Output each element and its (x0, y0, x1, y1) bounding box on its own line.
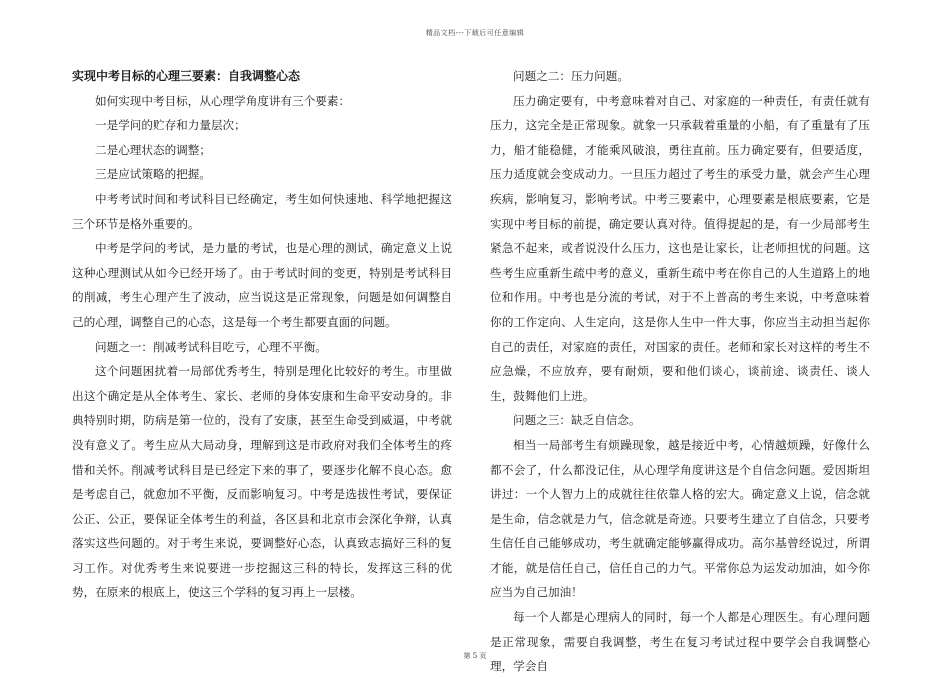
paragraph: 如何实现中考目标，从心理学角度讲有三个要素： (95, 93, 351, 108)
paragraph: 中考是学问的考试，是力量的考试，也是心理的测试，确定意义上说这种心理测试从如今已经开场了。由于考试时间的变更，特别是考试科目的削减，考生心理产生了波动，应当说这是正常现象，问题是如何调整自己的心理，调整自己的心态，这是每一个考生都要直面的问题。 (72, 241, 452, 329)
paragraph: 中考考试时间和考试科目已经确定，考生如何快速地、科学地把握这三个环节是格外重要的。 (72, 191, 452, 231)
left-column (72, 64, 452, 605)
paragraph: 这个问题困扰着一局部优秀考生，特别是理化比较好的考生。市里做出这个确定是从全体考生、家长、老师的身体安康和生命平安动身的。非典特别时期，防病是第一位的，没有了安康，甚至生命受到威逼，中考就没有意义了。考生应从大局动身，理解到这是市政府对我们全体考生的疼惜和关怀。削减考试科目是已经定下来的事了，要逐步化解不良心态。愈是考虑自己，就愈加不平衡，反而影响复习。中考是选拔性考试，要保证公正、公正，要保证全体考生的利益，各区县和北京市会深化争辩，认真落实这些问题的。对于考生来说，要调整好心态，认真致志搞好三科的复习工作。对优秀考生来说要进一步挖掘这三科的特长，发挥这三科的优势，在原来的根底上，使这三个学科的复习再上一层楼。 (72, 364, 452, 600)
paragraph: 压力确定要有，中考意味着对自己、对家庭的一种责任，有责任就有压力，这完全是正常现象。就象一只承载着重量的小船，有了重量有了压力，船才能稳健，才能乘风破浪，勇往直前。压力确定要有，但要适度，压力适度就会变成动力。一旦压力超过了考生的承受力量，就会产生心理疾病，影响复习，影响考试。中考三要素中，心理要素是根底要素，它是实现中考目标的前提，确定要认真对待。值得提起的是，有一少局部考生紧急不起来，或者说没什么压力，这也是让家长，让老师担忧的问题。这些考生应重新生疏中考的意义，重新生疏中考在你自己的人生道路上的地位和作用。中考也是分流的考试，对于不上普高的考生来说，中考意味着你的工作定向、人生定向，这是你人生中一件大事，你应当主动担当起你自己的责任，对家庭的责任，对国家的责任。老师和家长对这样的考生不应急燥，不应放弃，要有耐烦，要和他们谈心，谈前途、谈责任、谈人生，鼓舞他们上进。 (490, 93, 870, 403)
right-column (490, 64, 870, 679)
paragraph: 问题之三：缺乏自信念。 (513, 413, 641, 428)
paragraph: 相当一局部考生有烦躁现象，越是接近中考，心情越烦躁，好像什么都不会了，什么都没记住，从心理学角度讲这是个自信念问题。爱因斯坦讲过：一个人智力上的成就往往依靠人格的宏大。确定意义上说，信念就是生命，信念就是力气，信念就是奇迹。只要考生建立了自信念，只要考生信任自己能够成功，考生就确定能够赢得成功。高尔基曾经说过，所谓才能，就是信任自己，信任自己的力气。平常你总为运发动加油，如今你应当为自己加油！ (490, 437, 870, 600)
paragraph: 二是心理状态的调整； (95, 142, 211, 157)
paragraph: 每一个人都是心理病人的同时，每一个人都是心理医生。有心理问题是正常现象，需要自我调整，考生在复习考试过程中要学会自我调整心理，学会自 (490, 610, 870, 674)
paragraph: 一是学问的贮存和力量层次； (95, 118, 246, 133)
page-header: 精品文档---下载后可任意编辑 (425, 29, 525, 37)
paragraph: 三是应试策略的把握。 (95, 167, 211, 182)
article-title: 实现中考目标的心理三要素：自我调整心态 (72, 69, 301, 83)
paragraph: 问题之二：压力问题。 (513, 69, 629, 83)
page-number: 第 5 页 (463, 652, 487, 660)
paragraph: 问题之一：削减考试科目吃亏，心理不平衡。 (95, 339, 327, 354)
